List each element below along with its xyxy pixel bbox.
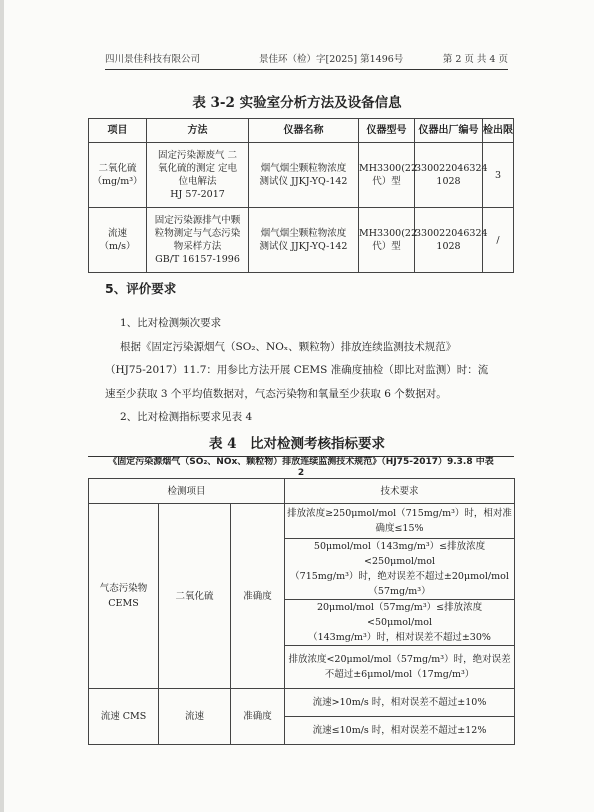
scan-edge <box>0 0 4 812</box>
method-cell: 固定污染源废气 二 氧化硫的测定 定电 位电解法 HJ 57-2017 <box>147 143 249 208</box>
table-4-caption: 表 4 比对检测考核指标要求 <box>208 436 386 452</box>
requirement-cell: 流速≤10m/s 时，相对误差不超过±12% <box>285 717 515 745</box>
method-cell: 固定污染源排气中颗 粒物测定与气态污染 物采样方法 GB/T 16157-1996 <box>147 208 249 273</box>
requirement-cell: 排放浓度<20μmol/mol（57mg/m³）时，绝对误差 不超过±6μmol/mol（17mg/m³） <box>285 646 515 689</box>
instrument-cell: 烟气烟尘颗粒物浓度 测试仪 JJKJ-YQ-142 <box>249 208 359 273</box>
model-cell: MH3300(22 代）型 <box>359 143 415 208</box>
col-item-header: 项目 <box>89 119 147 143</box>
table-row <box>89 208 514 273</box>
table-4-header-row <box>89 479 515 504</box>
accuracy-cell: 准确度 <box>231 689 285 745</box>
table-3-2-header-row <box>89 119 514 143</box>
requirement-2-heading: 2、比对检测指标要求见表 4 <box>120 411 253 423</box>
table-row <box>89 504 515 539</box>
header-doc-number: 景佳环（检）字[2025] 第1496号 <box>259 54 404 65</box>
limit-cell: 3 <box>483 143 514 208</box>
table-4 <box>88 478 515 745</box>
requirement-cell: 流速>10m/s 时，相对误差不超过±10% <box>285 689 515 717</box>
flow-speed-cell: 流速 <box>159 689 231 745</box>
requirement-1-heading: 1、比对检测频次要求 <box>120 317 222 329</box>
serial-cell: 330022046324 1028 <box>415 143 483 208</box>
so2-cell: 二氧化硫 <box>159 504 231 689</box>
gas-cems-cell: 气态污染物 CEMS <box>89 504 159 689</box>
requirement-cell: 排放浓度≥250μmol/mol（715mg/m³）时，相对准 确度≤15% <box>285 504 515 539</box>
technical-requirement-header: 技术要求 <box>285 479 515 504</box>
model-cell: MH3300(22 代）型 <box>359 208 415 273</box>
limit-cell: / <box>483 208 514 273</box>
col-method-header: 方法 <box>147 119 249 143</box>
table-row <box>89 143 514 208</box>
item-cell: 二氧化硫 （mg/m³） <box>89 143 147 208</box>
col-model-header: 仪器型号 <box>359 119 415 143</box>
paragraph-line-1: 根据《固定污染源烟气（SO₂、NOₓ、颗粒物）排放连续监测技术规范》 <box>120 341 457 353</box>
header-page-number: 第 2 页 共 4 页 <box>442 54 508 65</box>
instrument-cell: 烟气烟尘颗粒物浓度 测试仪 JJKJ-YQ-142 <box>249 143 359 208</box>
requirement-cell: 50μmol/mol（143mg/m³）≤排放浓度<250μmol/mol （715mg/m³）时，绝对误差不超过±20μmol/mol （57mg/m³） <box>285 539 515 600</box>
accuracy-cell: 准确度 <box>231 504 285 689</box>
table-3-2 <box>88 118 514 273</box>
detection-item-header: 检测项目 <box>89 479 285 504</box>
col-instrument-header: 仪器名称 <box>249 119 359 143</box>
serial-cell: 330022046324 1028 <box>415 208 483 273</box>
requirement-cell: 20μmol/mol（57mg/m³）≤排放浓度<50μmol/mol （143mg/m³）时，相对误差不超过±30% <box>285 600 515 646</box>
item-cell: 流速 （m/s） <box>89 208 147 273</box>
col-serial-header: 仪器出厂编号 <box>415 119 483 143</box>
paragraph-line-3: 速至少获取 3 个平均值数据对，气态污染物和氧量至少获取 6 个数据对。 <box>105 388 447 400</box>
table-row <box>89 689 515 717</box>
page-header <box>105 49 508 70</box>
paragraph-line-2: （HJ75-2017）11.7：用参比方法开展 CEMS 准确度抽检（即比对监测）时：流 <box>105 364 489 376</box>
section-5-title: 5、评价要求 <box>105 281 177 296</box>
flow-cms-cell: 流速 CMS <box>89 689 159 745</box>
table-3-2-caption: 表 3-2 实验室分析方法及设备信息 <box>192 95 402 111</box>
header-company: 四川景佳科技有限公司 <box>105 54 201 65</box>
table-4-subtitle: 《固定污染源烟气（SO₂、NOx、颗粒物）排放连续监测技术规范》（HJ75-2017）9.3.8 中表 2 <box>88 456 514 479</box>
col-limit-header: 检出限 <box>483 119 514 143</box>
